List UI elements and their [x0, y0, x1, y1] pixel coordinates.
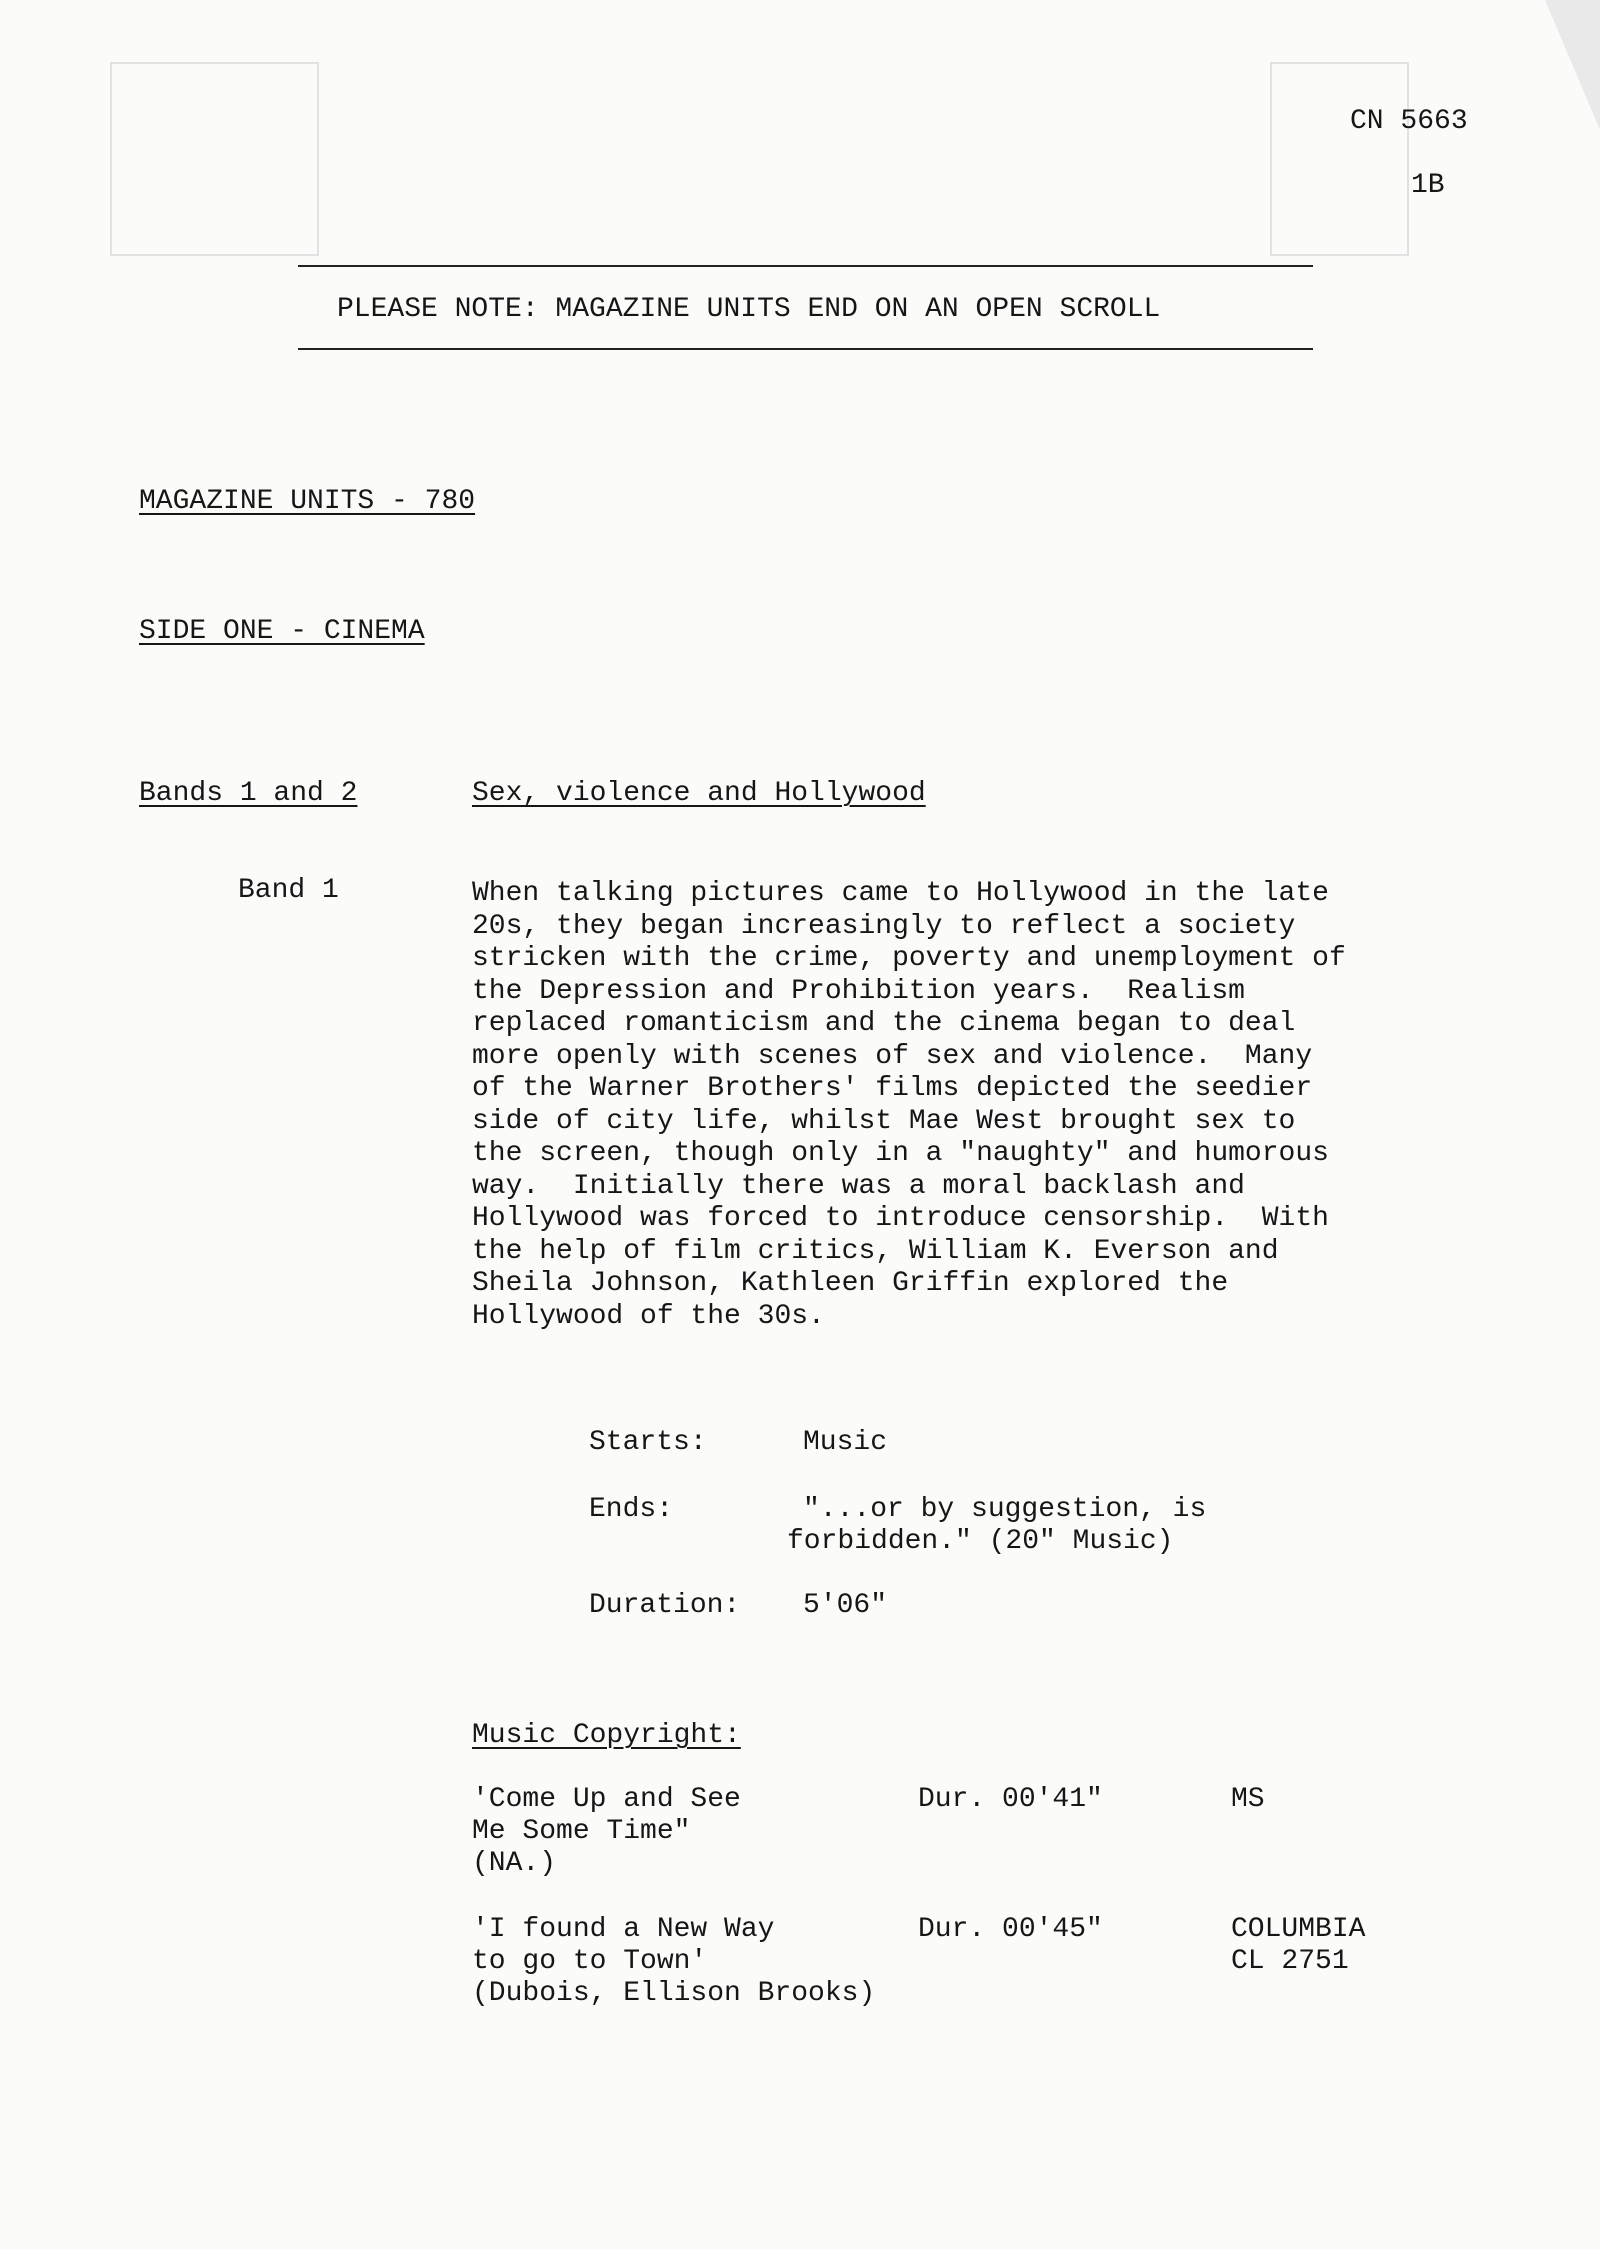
- ends-value-line-1: "...or by suggestion, is: [803, 1494, 1207, 1525]
- music-label: COLUMBIA: [1231, 1914, 1366, 1945]
- description-line: the screen, though only in a "naughty" and humorous: [472, 1138, 1329, 1169]
- description-line: stricken with the crime, poverty and unemployment of: [472, 943, 1346, 974]
- music-title-line-2: Me Some Time": [472, 1816, 691, 1847]
- description-line: the help of film critics, William K. Everson and: [472, 1235, 1279, 1267]
- topic-title: Sex, violence and Hollywood: [472, 778, 926, 809]
- description-line: way. Initially there was a moral backlash and: [472, 1170, 1245, 1202]
- starts-label: Starts:: [589, 1427, 707, 1458]
- description-line: Hollywood of the 30s.: [472, 1300, 825, 1332]
- ends-label: Ends:: [589, 1494, 674, 1525]
- music-catalog-number: CL 2751: [1231, 1946, 1349, 1977]
- music-title-line-1: 'I found a New Way: [472, 1914, 775, 1945]
- doc-part: 1B: [1411, 170, 1445, 201]
- description-line: When talking pictures came to Hollywood in the late: [472, 878, 1329, 909]
- music-credit: (Dubois, Ellison Brooks): [472, 1978, 876, 2009]
- description-line: Sheila Johnson, Kathleen Griffin explored the: [472, 1268, 1229, 1299]
- description-line: side of city life, whilst Mae West brought sex to: [472, 1105, 1296, 1137]
- music-title-line-1: 'Come Up and See: [472, 1784, 741, 1815]
- starts-value: Music: [803, 1427, 888, 1458]
- side-heading: SIDE ONE - CINEMA: [139, 616, 425, 647]
- magazine-units-heading: MAGAZINE UNITS - 780: [139, 486, 476, 517]
- top-rule: [298, 265, 1313, 267]
- note-rule: [298, 348, 1313, 350]
- description-line: the Depression and Prohibition years. Realism: [472, 975, 1245, 1007]
- description-line: of the Warner Brothers' films depicted the seedier: [472, 1073, 1313, 1104]
- description-line: replaced romanticism and the cinema began to deal: [472, 1008, 1296, 1039]
- music-label: MS: [1231, 1784, 1265, 1815]
- duration-value: 5'06": [803, 1590, 888, 1621]
- band-1-label: Band 1: [238, 875, 339, 906]
- description-line: more openly with scenes of sex and violence. Many: [472, 1040, 1313, 1072]
- music-duration: Dur. 00'45": [918, 1914, 1103, 1945]
- folded-corner: [1545, 0, 1600, 130]
- music-copyright-heading: Music Copyright:: [472, 1720, 741, 1751]
- description-line: 20s, they began increasingly to reflect a society: [472, 910, 1296, 942]
- music-title-line-2: to go to Town': [472, 1946, 708, 1977]
- music-duration: Dur. 00'41": [918, 1784, 1103, 1815]
- music-credit: (NA.): [472, 1848, 557, 1879]
- ghost-stamp-box: [110, 62, 319, 256]
- open-scroll-note: PLEASE NOTE: MAGAZINE UNITS END ON AN OPEN SCROLL: [337, 294, 1161, 325]
- doc-number: CN 5663: [1350, 106, 1468, 137]
- bands-label: Bands 1 and 2: [139, 778, 358, 809]
- ghost-logo-box: [1270, 62, 1409, 256]
- band-1-description: [472, 878, 1502, 1333]
- description-line: Hollywood was forced to introduce censorship. With: [472, 1203, 1329, 1234]
- duration-label: Duration:: [589, 1590, 741, 1621]
- ends-value-line-2: forbidden." (20" Music): [787, 1526, 1174, 1557]
